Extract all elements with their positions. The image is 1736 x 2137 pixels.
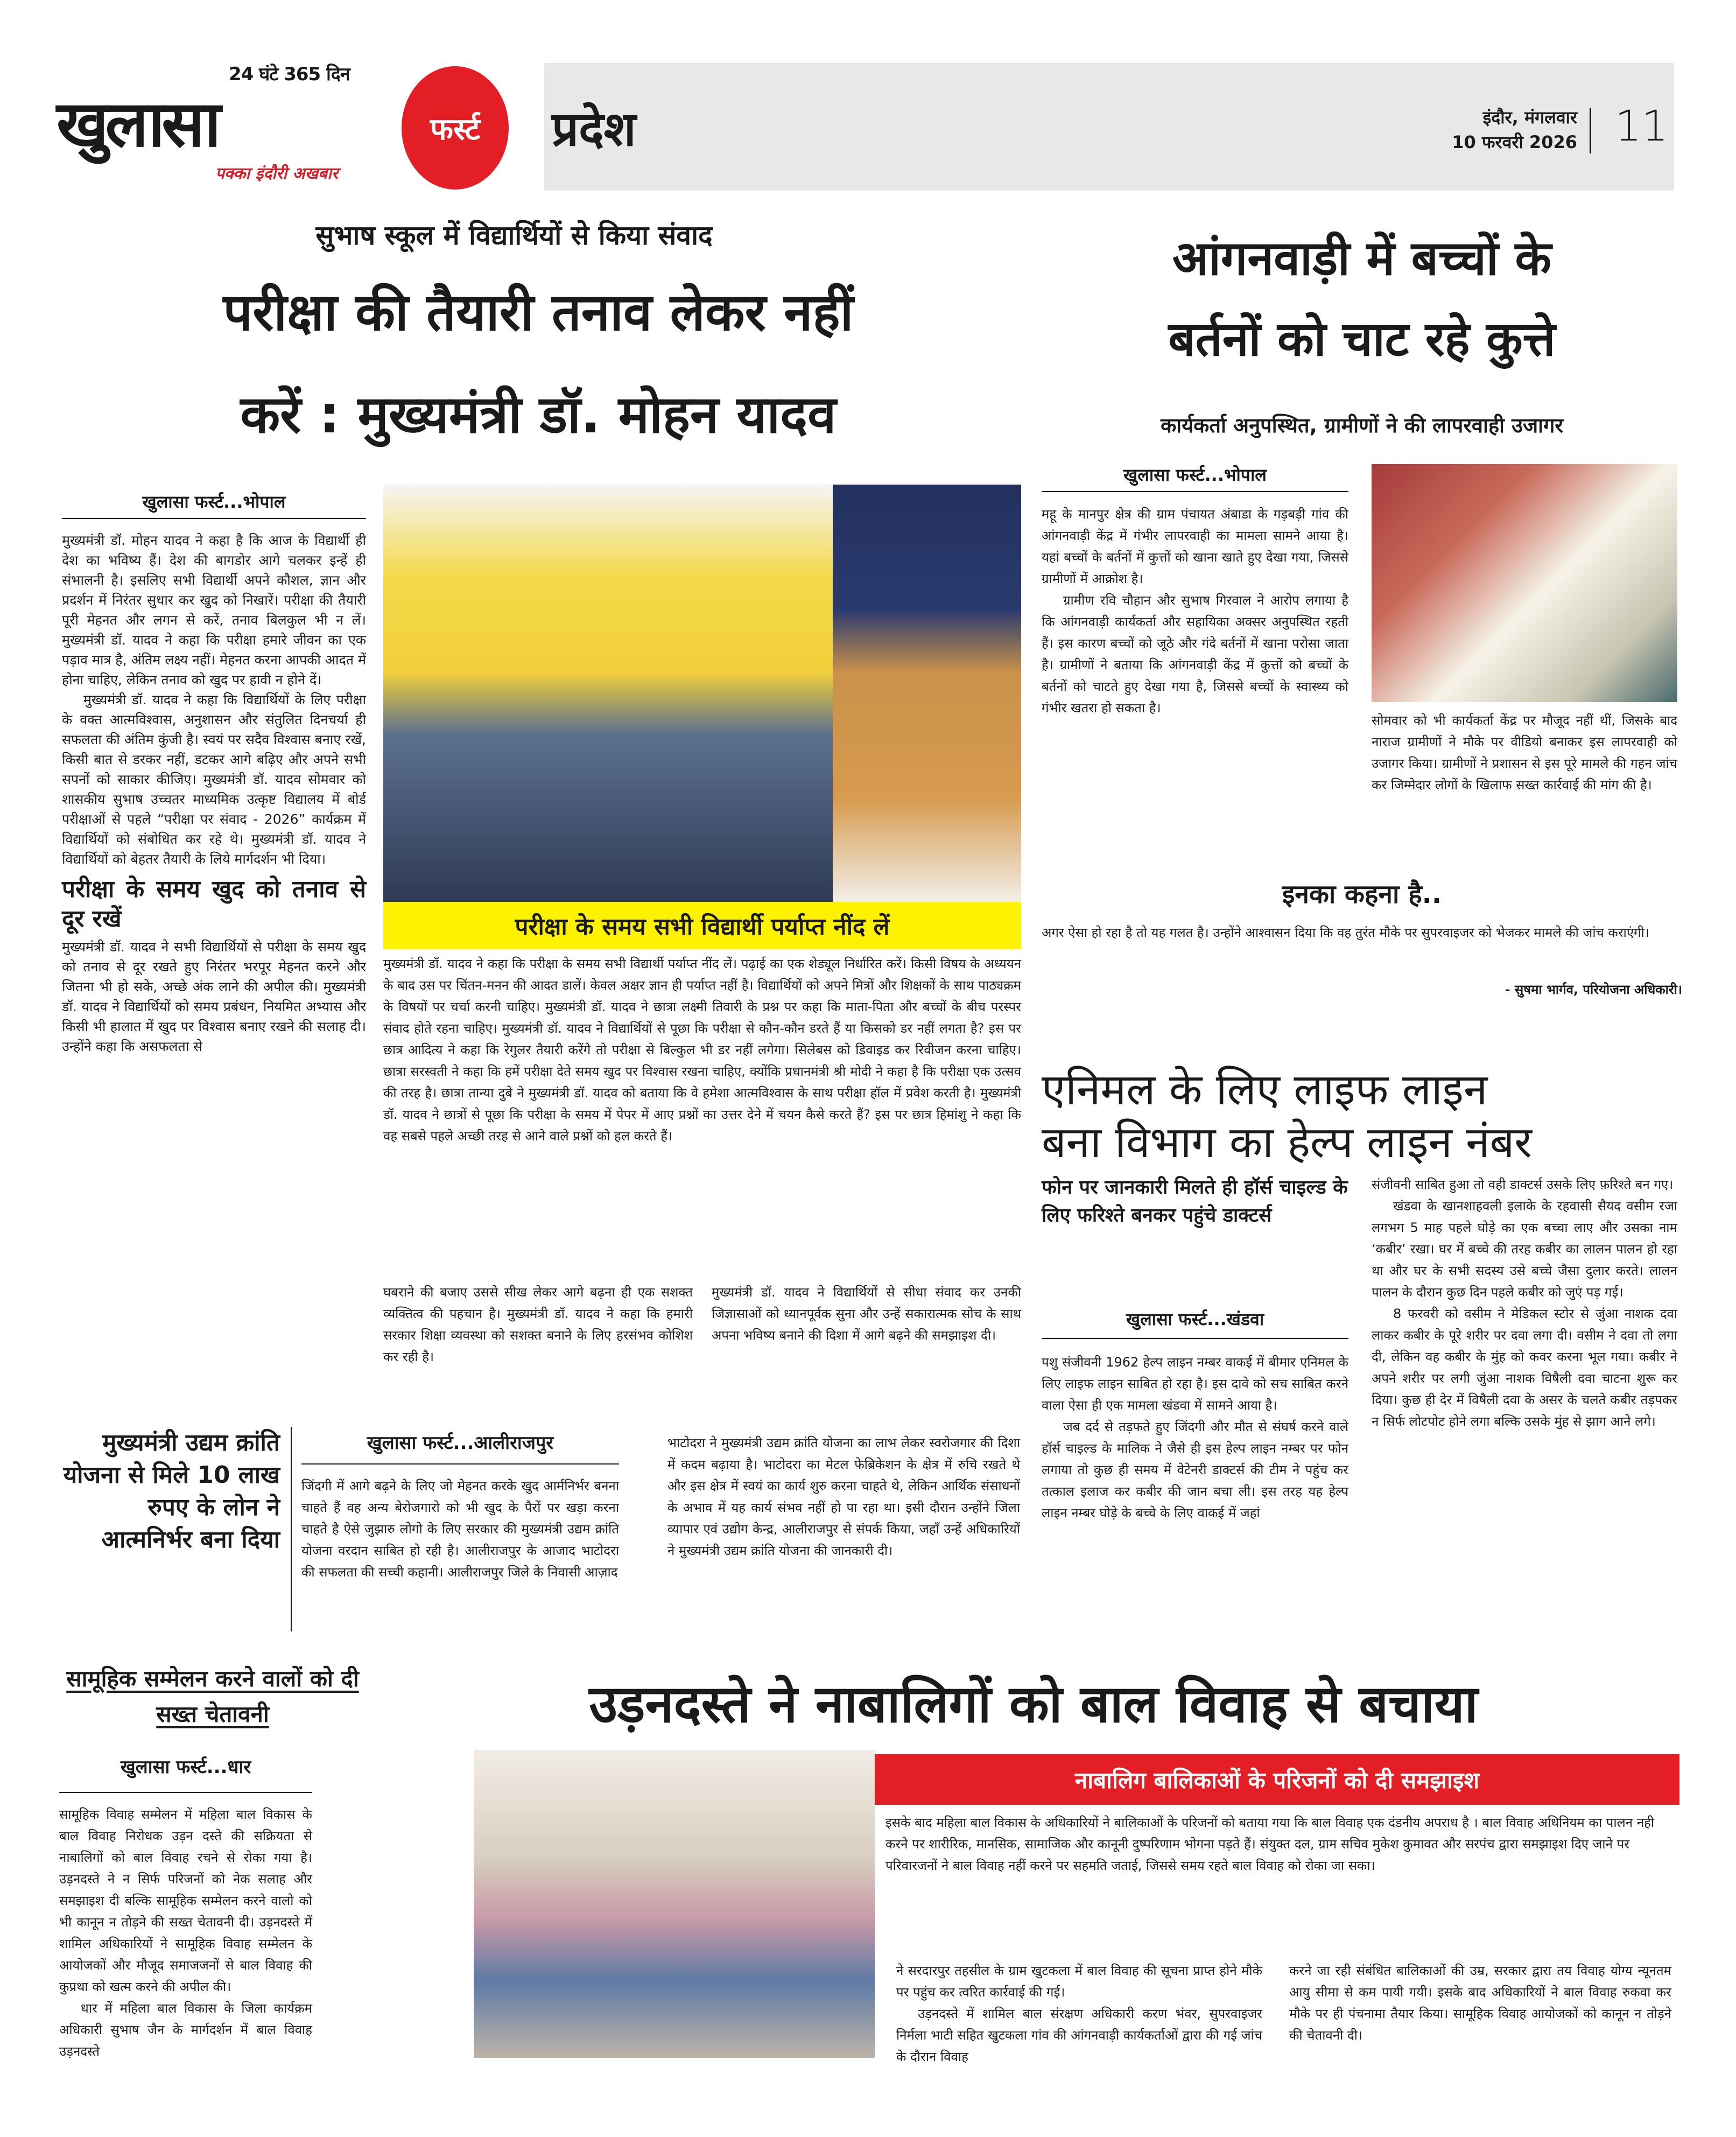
anganwadi-headline-line2: बर्तनों को चाट रहे कुत्ते bbox=[1168, 311, 1556, 367]
officials-meeting-photo bbox=[474, 1750, 875, 2058]
yojana-headline[interactable]: मुख्यमंत्री उद्यम क्रांति योजना से मिले 10 लाख रुपए के लोन ने आत्मनिर्भर बना दिया bbox=[63, 1429, 280, 1553]
animal-headline[interactable] bbox=[1042, 1063, 1682, 1169]
byline-rule bbox=[59, 1792, 312, 1793]
dhar-column-2 bbox=[896, 1960, 1262, 2068]
animal-headline-line1: एनिमल के लिए लाइफ लाइन bbox=[1042, 1064, 1488, 1115]
animal-byline: खुलासा फर्स्ट...खंडवा bbox=[1126, 1309, 1264, 1329]
lead-kicker: सुभाष स्कूल में विद्यार्थियों से किया संवाद bbox=[315, 220, 713, 251]
animal-headline-line2: बना विभाग का हेल्प लाइन नंबर bbox=[1042, 1117, 1532, 1167]
anganwadi-subheadline: कार्यकर्ता अनुपस्थित, ग्रामीणों ने की लापरवाही उजागर bbox=[1161, 414, 1563, 437]
animal-paragraph: खंडवा के खानशाहवली इलाके के रहवासी सैयद वसीम रजा लगभग 5 माह पहले घोड़े का एक बच्चा लाए और उसका नाम ‘कबीर’ रखा। घर में बच्चे की तरह कबीर का लालन पालन हो रहा था और घर के सभी सदस्य उसे बच्चे जैसा दुलार करते। लालन पालन के दौरान कुछ दिन पहले कबीर को जुएं पड़ गई। bbox=[1372, 1199, 1677, 1300]
lead-paragraph: मुख्यमंत्री डॉ. मोहन यादव ने कहा है कि आज के विद्यार्थी ही देश का भविष्य हैं। देश की बागडोर आगे चलकर इन्हें ही संभालनी है। इसलिए सभी विद्यार्थी अपने कौशल, ज्ञान और प्रदर्शन में निरंतर सुधार कर खुद को निखारें। परीक्षा की तैयारी पूरी मेहनत और लगन से करें, तनाव बिलकुल भी न लें। मुख्यमंत्री डॉ. यादव ने कहा कि परीक्षा हमारे जीवन का एक पड़ाव मात्र है, अंतिम लक्ष्य नहीं। मेहनत करना आपकी आदत में होना चाहिए, लेकिन तनाव को खुद पर हावी न होने दें। bbox=[62, 533, 366, 688]
dhar-red-banner: नाबालिग बालिकाओं के परिजनों को दी समझाइश bbox=[875, 1754, 1679, 1805]
lead-byline: खुलासा फर्स्ट...भोपाल bbox=[142, 492, 286, 512]
section-title: प्रदेश bbox=[552, 101, 636, 157]
dhar-byline: खुलासा फर्स्ट...धार bbox=[120, 1756, 251, 1778]
lead-column-3-bottom: मुख्यमंत्री डॉ. यादव ने विद्यार्थियों से सीधा संवाद कर उनकी जिज्ञासाओं को ध्यानपूर्वक सुना और उन्हें सकारात्मक सोच के साथ अपना भविष्य बनाने की दिशा में आगे बढ़ने की समझाइश दी। bbox=[712, 1285, 1021, 1343]
lead-wide-paragraph: मुख्यमंत्री डॉ. यादव ने कहा कि परीक्षा के समय सभी विद्यार्थी पर्याप्त नींद लें। पढ़ाई का एक शेड्यूल निर्धारित करें। किसी विषय के अध्ययन के बाद उस पर चिंतन-मनन की आदत डालें। केवल अक्षर ज्ञान ही पर्याप्त नहीं है। विद्यार्थियों को अपने मित्रों और शिक्षकों के साथ पाठ्यक्रम के विषयों पर चर्चा करनी चाहिए। मुख्यमंत्री डॉ. यादव ने छात्रा लक्ष्मी तिवारी के प्रश्न पर कहा कि माता-पिता और बच्चों के बीच परस्पर संवाद होते रहना चाहिए। मुख्यमंत्री डॉ. यादव ने विद्यार्थियों से पूछा कि परीक्षा से कौन-कौन डरते हैं या किसको डर नहीं लगता है? इस पर छात्र आदित्य ने कहा कि रेगुलर तैयारी करेंगे तो परीक्षा से बिल्कुल भी डर नहीं लगेगा। सिलेबस को डिवाइड कर रिवीजन करना चाहिए। छात्रा सरस्वती ने कहा कि हमें परीक्षा देते समय खुद पर विश्वास रखना चाहिए, क्योंकि प्रधानमंत्री श्री मोदी ने कहा है कि परीक्षा एक उत्सव की तरह है। छात्रा तान्या दुबे ने मुख्यमंत्री डॉ. यादव को बताया कि वे हमेशा आत्मविश्वास के साथ परीक्षा हॉल में प्रवेश करती है। मुख्यमंत्री डॉ. यादव ने छात्रों से पूछा कि परीक्षा के समय में पेपर में आए प्रश्नों का उत्तर देने में चयन कैसे करते हैं? इस पर छात्र हिमांशु ने कहा कि वह सबसे पहले अच्छी तरह से आने वाले प्रश्नों को हल करते हैं। bbox=[383, 956, 1021, 1144]
anganwadi-column-1 bbox=[1042, 503, 1348, 719]
lead-paragraph: मुख्यमंत्री डॉ. यादव ने कहा कि विद्यार्थियों के लिए परीक्षा के वक्त आत्मविश्वास, अनुशासन और संतुलित दिनचर्या ही सफलता की अंतिम कुंजी है। स्वयं पर सदैव विश्वास बनाए रखें, किसी बात से डरकर नहीं, डटकर आगे बढ़िए और अपने सभी सपनों को साकार कीजिए। मुख्यमंत्री डॉ. यादव सोमवार को शासकीय सुभाष उच्चतर माध्यमिक उत्कृष्ट विद्यालय में बोर्ड परीक्षाओं से पहले “परीक्षा पर संवाद - 2026” कार्यक्रम में विद्यार्थियों को संबोधित कर रहे थे। मुख्यमंत्री डॉ. यादव ने विद्यार्थियों को बेहतर तैयारी के लिये मार्गदर्शन भी दिया। bbox=[62, 692, 366, 867]
dhar-paragraph: उड़नदस्ते में शामिल बाल संरक्षण अधिकारी करण भंवर, सुपरवाइजर निर्मला भाटी सहित खुटकला गांव की आंगनवाड़ी कार्यकर्ताओं द्वारा की गई जांच के दौरान विवाह bbox=[896, 2006, 1262, 2064]
lead-column-2-bottom: घबराने की बजाए उससे सीख लेकर आगे बढ़ना ही एक सशक्त व्यक्तित्व की पहचान है। मुख्यमंत्री डॉ. यादव ने कहा कि हमारी सरकार शिक्षा व्यवस्था को सशक्त बनाने के लिए हरसंभव कोशिश कर रही है। bbox=[383, 1285, 693, 1364]
byline-rule bbox=[1042, 1338, 1348, 1339]
page-number: 11 bbox=[1615, 102, 1669, 151]
anganwadi-headline-line1: आंगनवाड़ी में बच्चों के bbox=[1172, 230, 1552, 286]
byline-rule bbox=[62, 518, 366, 519]
animal-paragraph: जब दर्द से तड़फते हुए जिंदगी और मौत से संघर्ष करने वाले हॉर्स चाइल्ड के मालिक ने जैसे ही इस हेल्प लाइन नम्बर पर फोन लगाया तो कुछ ही समय में वेटेनरी डाक्टर्स की टीम ने पहुंच कर तत्काल इलाज कर कबीर की जान बचा ली। इस तरह यह हेल्प लाइन नम्बर घोड़े के बच्चे के लिए वाकई में जहां bbox=[1042, 1419, 1348, 1521]
newspaper-logo[interactable]: खुलासा bbox=[57, 87, 218, 161]
dogs-eating-photo bbox=[1372, 464, 1677, 702]
photo-caption: परीक्षा के समय सभी विद्यार्थी पर्याप्त नींद लें bbox=[383, 902, 1021, 949]
animal-paragraph: पशु संजीवनी 1962 हेल्प लाइन नम्बर वाकई में बीमार एनिमल के लिए लाइफ लाइन साबित हो रहा है। इस दावे को सच साबित करने वाला ऐसा ही एक मामला खंडवा में सामने आया है। bbox=[1042, 1355, 1348, 1413]
masthead-tagline-top: 24 घंटे 365 दिन bbox=[229, 64, 350, 85]
dateline bbox=[1324, 105, 1577, 155]
dhar-column-1 bbox=[59, 1804, 312, 2062]
lead-subhead: परीक्षा के समय खुद को तनाव से दूर रखें bbox=[62, 875, 366, 933]
anganwadi-paragraph: ग्रामीण रवि चौहान और सुभाष गिरवाल ने आरोप लगाया है कि आंगनवाड़ी कार्यकर्ता और सहायिका अक्सर अनुपस्थित रहती हैं। इस कारण बच्चों को जूठे और गंदे बर्तनों में खाना परोसा जाता है। ग्रामीणों ने बताया कि आंगनवाड़ी केंद्र में कुत्तों को बच्चों के बर्तनों को चाटते हुए देखा गया है, जिससे बच्चों के स्वास्थ्य को गंभीर खतरा हो सकता है। bbox=[1042, 593, 1348, 716]
dhar-main-headline[interactable]: उड़नदस्ते ने नाबालिगों को बाल विवाह से बचाया bbox=[589, 1674, 1478, 1734]
animal-subheadline: फोन पर जानकारी मिलते ही हॉर्स चाइल्ड के लिए फरिश्ते बनकर पहुंचे डाक्टर्स bbox=[1042, 1176, 1348, 1227]
yojana-column-2: भाटोदरा ने मुख्यमंत्री उद्यम क्रांति योजना का लाभ लेकर स्वरोजगार की दिशा में कदम बढ़ाया है। भाटोदरा का मेटल फेब्रिकेशन के क्षेत्र में रुचि रखते थे और इस क्षेत्र में स्वयं का कार्य शुरु करना चाहते थे, लेकिन आर्थिक संसाधनों के अभाव में यह कार्य संभव नहीं हो पा रहा था। इसी दौरान उन्होंने जिला व्यापार एवं उद्योग केन्द्र, आलीराजपुर से संपर्क किया, जहाँ उन्हें अधिकारियों ने मुख्यमंत्री उद्यम क्रांति योजना की जानकारी दी। bbox=[667, 1435, 1020, 1558]
dhar-paragraph: सामूहिक विवाह सम्मेलन में महिला बाल विकास के बाल विवाह निरोधक उड़न दस्ते की सक्रियता से नाबालिगों को बाल विवाह रचने से रोका गया है। उड़नदस्ते ने न सिर्फ परिजनों को नेक सलाह और समझाइश दी बल्कि सामूहिक सम्मेलन करने वालो को भी कानून न तोड़ने की सख्त चेतावनी दी। उड़नदस्ते में शामिल अधिकारियों ने सामूहिक विवाह सम्मेलन के आयोजकों और मौजूद समाजजनों से बाल विवाह की कुप्रथा को खत्म करने की अपील की। bbox=[59, 1807, 312, 1994]
lead-headline-line2: करें : मुख्यमंत्री डॉ. मोहन यादव bbox=[240, 384, 837, 445]
quote-heading: इनका कहना है.. bbox=[1282, 879, 1442, 909]
animal-column-2 bbox=[1372, 1174, 1677, 1432]
lead-headline[interactable] bbox=[59, 261, 1017, 466]
animal-column-1 bbox=[1042, 1351, 1348, 1524]
yojana-byline: खुलासा फर्स्ट...आलीराजपुर bbox=[367, 1432, 554, 1454]
byline-rule bbox=[301, 1463, 619, 1465]
chief-minister-photo bbox=[833, 485, 1021, 902]
lead-headline-line1: परीक्षा की तैयारी तनाव लेकर नहीं bbox=[223, 282, 854, 342]
dhar-paragraph: धार में महिला बाल विकास के जिला कार्यक्रम अधिकारी सुभाष जैन के मार्गदर्शन में बाल विवाह उड़नदस्ते bbox=[59, 2001, 312, 2059]
dhar-column-3: करने जा रही संबंधित बालिकाओं की उम्र, सरकार द्वारा तय विवाह योग्य न्यूनतम आयु सीमा से कम पायी गयी। इसके बाद अधिकारियों ने बाल विवाह रुकवा कर मौके पर ही पंचनामा तैयार किया। सामूहिक विवाह आयोजकों को कानून न तोड़ने की चेतावनी दी। bbox=[1289, 1963, 1671, 2043]
quote-attribution: - सुषमा भार्गव, परियोजना अधिकारी। bbox=[1505, 982, 1682, 997]
dhar-side-headline[interactable]: सामूहिक सम्मेलन करने वालों को दी सख्त चेतावनी bbox=[66, 1665, 359, 1727]
yojana-divider bbox=[291, 1427, 292, 1631]
animal-paragraph: संजीवनी साबित हुआ तो वही डाक्टर्स उसके लिए फ़रिश्ते बन गए। bbox=[1372, 1177, 1674, 1192]
masthead-tagline-bottom: पक्का इंदौरी अखबार bbox=[215, 164, 339, 183]
dhar-paragraph: ने सरदारपुर तहसील के ग्राम खुटकला में बाल विवाह की सूचना प्राप्त होने मौके पर पहुंच कर त्वरित कार्रवाई की गई। bbox=[896, 1963, 1262, 2000]
logo-red-circle bbox=[397, 62, 513, 194]
animal-paragraph: 8 फरवरी को वसीम ने मेडिकल स्टोर से जुंआ नाशक दवा लाकर कबीर के पूरे शरीर पर दवा लगा दी। वसीम ने दवा तो लगा दी, लेकिन वह कबीर के मुंह को कवर करना भूल गया। कबीर ने अपने शरीर पर लगी जुंआ नाशक विषैली दवा चाटना शुरू कर दिया। कुछ ही देर में विषैली दवा के असर के चलते कबीर तड़पकर न सिर्फ लोटपोट होने लगा बल्कि उसके मुंह से झाग आने लगे। bbox=[1372, 1306, 1677, 1429]
quote-text: अगर ऐसा हो रहा है तो यह गलत है। उन्होंने आश्वासन दिया कि वह तुरंत मौके पर सुपरवाइजर को भेजकर मामले की जांच कराएंगी। bbox=[1042, 925, 1649, 940]
logo-circle-text: फर्स्ट bbox=[430, 111, 481, 147]
yojana-column-1: जिंदगी में आगे बढ़ने के लिए जो मेहनत करके खुद आर्मनिर्भर बनना चाहते हैं वह अन्य बेरोजगारो को भी खुद के पैरों पर खड़ा करना चाहते है ऐसे जुझारु लोगो के लिए सरकार की मुख्यमंत्री उद्यम क्रांति योजना वरदान साबित हो रही है। आलीराजपुर के आजाद भाटोदरा की सफलता की सच्ची कहानी। आलीराजपुर जिले के निवासी आज़ाद bbox=[301, 1479, 619, 1580]
issue-date: 10 फरवरी 2026 bbox=[1452, 132, 1577, 152]
anganwadi-headline[interactable] bbox=[1042, 218, 1682, 380]
students-photo bbox=[383, 485, 833, 902]
byline-rule bbox=[1042, 491, 1348, 492]
anganwadi-column-2: सोमवार को भी कार्यकर्ता केंद्र पर मौजूद नहीं थीं, जिसके बाद नाराज ग्रामीणों ने मौके पर वीडियो बनाकर इस लापरवाही को उजागर किया। ग्रामीणों ने प्रशासन से इस पूरे मामले की गहन जांच कर जिम्मेदार लोगों के खिलाफ सख्त कार्रवाई की मांग की है। bbox=[1372, 713, 1677, 793]
lead-column-1 bbox=[62, 530, 366, 1056]
anganwadi-byline: खुलासा फर्स्ट...भोपाल bbox=[1123, 465, 1267, 485]
city-day: इंदौर, मंगलवार bbox=[1482, 107, 1577, 128]
lead-paragraph: मुख्यमंत्री डॉ. यादव ने सभी विद्यार्थियों से परीक्षा के समय खुद को तनाव से दूर रखते हुए निरंतर भरपूर मेहनत करने और जितना भी हो सके, अच्छे अंक लाने की अपील की। मुख्यमंत्री डॉ. यादव ने विद्यार्थियों को समय प्रबंधन, नियमित अभ्यास और किसी भी हालात में खुद पर विश्वास बनाए रखने की सलाह दी। उन्होंने कहा कि असफलता से bbox=[62, 939, 366, 1054]
dateline-divider bbox=[1590, 108, 1591, 153]
dhar-wide-paragraph: इसके बाद महिला बाल विकास के अधिकारियों ने बालिकाओं के परिजनों को बताया गया कि बाल विवाह एक दंडनीय अपराध है । बाल विवाह अधिनियम का पालन नही करने पर शारीरिक, मानसिक, सामाजिक और कानूनी दुष्परिणाम भोगना पड़ते हैं। संयुक्त दल, ग्राम सचिव मुकेश कुमावत और सरपंच द्वारा समझाइश दिए जाने पर परिवारजनों ने बाल विवाह नहीं करने पर सहमति जताई, जिससे समय रहते बाल विवाह को रोका जा सका। bbox=[885, 1815, 1655, 1873]
anganwadi-paragraph: महू के मानपुर क्षेत्र की ग्राम पंचायत अंबाडा के गड़बड़ी गांव की आंगनवाड़ी केंद्र में गंभीर लापरवाही का मामला सामने आया है। यहां बच्चों के बर्तनों में कुत्तों को खाना खाते हुए देखा गया, जिससे ग्रामीणों में आक्रोश है। bbox=[1042, 507, 1348, 586]
